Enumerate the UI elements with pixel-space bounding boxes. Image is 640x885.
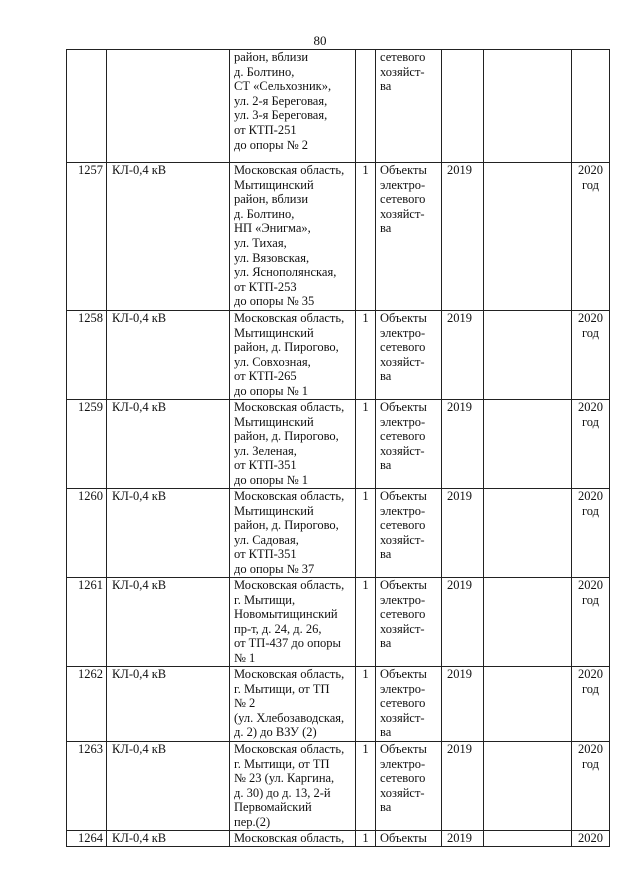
category-cell-line: хозяйст- (380, 621, 425, 636)
quantity-cell: 1 (356, 742, 376, 831)
category-cell-line: Объекты (380, 311, 427, 325)
address-cell-line: район, вблизи (234, 50, 309, 64)
address-cell (230, 311, 356, 400)
address-cell-line: Мытищинский (234, 325, 314, 340)
address-cell-line: от ТП-437 до опоры (234, 636, 341, 651)
category-cell-line: сетевого (380, 696, 426, 711)
category-cell-line: сетевого (380, 771, 426, 786)
address-cell-line: пер.(2) (234, 814, 271, 829)
address-cell-line: до опоры № 2 (234, 137, 308, 152)
line-type-cell: КЛ-0,4 кВ (107, 742, 230, 831)
year-cell: 2019 (442, 667, 484, 742)
table-row (67, 163, 610, 311)
address-cell-line: Московская область, (234, 400, 345, 414)
quantity-cell: 1 (356, 578, 376, 667)
address-cell (230, 667, 356, 742)
category-cell (376, 489, 442, 578)
empty-cell (484, 831, 572, 847)
row-number-cell: 1264 (67, 831, 107, 847)
table-row (67, 50, 610, 163)
deadline-cell-line: 2020 (578, 311, 603, 325)
deadline-cell-line: 2020 (578, 163, 603, 177)
category-cell-line: Объекты (380, 667, 427, 681)
address-cell-line: г. Мытищи, от ТП (234, 681, 330, 696)
category-cell-line: сетевого (380, 50, 426, 64)
address-cell-line: СТ «Сельхозник», (234, 79, 332, 94)
address-cell-line: Московская область, (234, 667, 345, 681)
address-cell (230, 742, 356, 831)
empty-cell (484, 400, 572, 489)
table-row (67, 400, 610, 489)
line-type-cell: КЛ-0,4 кВ (107, 489, 230, 578)
address-cell-line: № 23 (ул. Каргина, (234, 771, 335, 786)
deadline-cell-line: год (581, 756, 600, 771)
address-cell-line: до опоры № 1 (234, 472, 308, 487)
address-cell-line: от КТП-251 (234, 122, 297, 137)
address-cell-line: Московская область, (234, 578, 345, 592)
table-row (67, 489, 610, 578)
address-cell-line: № 2 (234, 696, 256, 711)
empty-cell (484, 311, 572, 400)
category-cell (376, 742, 442, 831)
address-cell-line: ул. Садовая, (234, 532, 299, 547)
row-number-cell: 1261 (67, 578, 107, 667)
category-cell-line: ва (380, 547, 392, 562)
table-row (67, 667, 610, 742)
deadline-cell (572, 742, 610, 831)
address-cell-line: г. Мытищи, (234, 592, 296, 607)
address-cell-line: Московская область, (234, 311, 345, 325)
category-cell-line: Объекты (380, 742, 427, 756)
deadline-cell (572, 489, 610, 578)
address-cell-line: Московская область, (234, 742, 345, 756)
year-cell: 2019 (442, 578, 484, 667)
year-cell: 2019 (442, 311, 484, 400)
category-cell-line: хозяйст- (380, 354, 425, 369)
registry-table (66, 49, 610, 847)
address-cell-line: от КТП-351 (234, 547, 297, 562)
address-cell-line: Мытищинский (234, 503, 314, 518)
row-number-cell: 1259 (67, 400, 107, 489)
deadline-cell (572, 400, 610, 489)
deadline-cell-line: 2020 (578, 578, 603, 592)
category-cell-line: электро- (380, 177, 426, 192)
address-cell-line: до опоры № 37 (234, 561, 315, 576)
category-cell (376, 667, 442, 742)
category-cell-line: сетевого (380, 518, 426, 533)
category-cell-line: Объекты (380, 400, 427, 414)
address-cell-line: д. Болтино, (234, 64, 295, 79)
category-cell-line: хозяйст- (380, 443, 425, 458)
table-row (67, 831, 610, 847)
category-cell-line: электро- (380, 592, 426, 607)
year-cell: 2019 (442, 489, 484, 578)
address-cell-line: № 1 (234, 650, 256, 665)
deadline-cell (572, 578, 610, 667)
address-cell (230, 400, 356, 489)
year-cell (442, 50, 484, 163)
category-cell-line: Объекты (380, 489, 427, 503)
line-type-cell: КЛ-0,4 кВ (107, 667, 230, 742)
deadline-cell (572, 50, 610, 163)
address-cell-line: до опоры № 1 (234, 383, 308, 398)
deadline-cell (572, 311, 610, 400)
line-type-cell: КЛ-0,4 кВ (107, 311, 230, 400)
address-cell-line: Московская область, (234, 163, 345, 177)
address-cell-line: Мытищинский (234, 414, 314, 429)
category-cell-line: сетевого (380, 429, 426, 444)
year-cell: 2019 (442, 742, 484, 831)
row-number-cell (67, 50, 107, 163)
category-cell-line: ва (380, 725, 392, 740)
address-cell-line: пр-т, д. 24, д. 26, (234, 621, 322, 636)
row-number-cell: 1257 (67, 163, 107, 311)
address-cell-line: (ул. Хлебозаводская, (234, 710, 345, 725)
address-cell-line: район, д. Пирогово, (234, 340, 339, 355)
deadline-cell (572, 163, 610, 311)
empty-cell (484, 667, 572, 742)
address-cell-line: от КТП-265 (234, 369, 297, 384)
category-cell (376, 400, 442, 489)
empty-cell (484, 163, 572, 311)
row-number-cell: 1260 (67, 489, 107, 578)
category-cell (376, 50, 442, 163)
quantity-cell (356, 50, 376, 163)
address-cell-line: Новомытищинский (234, 607, 338, 622)
address-cell (230, 163, 356, 311)
address-cell-line: д. 2) до ВЗУ (2) (234, 725, 317, 740)
deadline-cell-line: 2020 (578, 831, 603, 845)
category-cell-line: электро- (380, 756, 426, 771)
deadline-cell-line: год (581, 592, 600, 607)
year-cell: 2019 (442, 831, 484, 847)
address-cell-line: ул. Тихая, (234, 235, 287, 250)
address-cell (230, 50, 356, 163)
category-cell-line: электро- (380, 325, 426, 340)
category-cell-line: хозяйст- (380, 532, 425, 547)
address-cell-line: район, вблизи (234, 192, 309, 207)
deadline-cell (572, 667, 610, 742)
row-number-cell: 1258 (67, 311, 107, 400)
deadline-cell-line: год (581, 177, 600, 192)
category-cell-line: электро- (380, 681, 426, 696)
row-number-cell: 1262 (67, 667, 107, 742)
address-cell-line: Мытищинский (234, 177, 314, 192)
address-cell-line: ул. 2-я Береговая, (234, 93, 328, 108)
address-cell-line: д. Болтино, (234, 206, 295, 221)
empty-cell (484, 50, 572, 163)
quantity-cell: 1 (356, 489, 376, 578)
category-cell-line: Объекты (380, 831, 427, 845)
address-cell-line: Первомайский (234, 800, 312, 815)
address-cell-line: ул. Совхозная, (234, 354, 311, 369)
deadline-cell-line: 2020 (578, 742, 603, 756)
address-cell-line: ул. 3-я Береговая, (234, 108, 328, 123)
deadline-cell-line: год (581, 503, 600, 518)
line-type-cell (107, 50, 230, 163)
category-cell-line: хозяйст- (380, 64, 425, 79)
deadline-cell-line: год (581, 414, 600, 429)
category-cell-line: электро- (380, 503, 426, 518)
table-row (67, 742, 610, 831)
category-cell-line: хозяйст- (380, 710, 425, 725)
table-row (67, 311, 610, 400)
quantity-cell: 1 (356, 667, 376, 742)
category-cell-line: сетевого (380, 192, 426, 207)
address-cell-line: район, д. Пирогово, (234, 518, 339, 533)
address-cell-line: ул. Зеленая, (234, 443, 297, 458)
address-cell-line: г. Мытищи, от ТП (234, 756, 330, 771)
address-cell-line: район, д. Пирогово, (234, 429, 339, 444)
category-cell-line: хозяйст- (380, 785, 425, 800)
address-cell-line: Московская область, (234, 489, 345, 503)
category-cell-line: сетевого (380, 340, 426, 355)
page-number: 80 (313, 33, 327, 48)
address-cell (230, 831, 356, 847)
row-number-cell: 1263 (67, 742, 107, 831)
category-cell-line: Объекты (380, 163, 427, 177)
line-type-cell: КЛ-0,4 кВ (107, 400, 230, 489)
year-cell: 2019 (442, 400, 484, 489)
line-type-cell: КЛ-0,4 кВ (107, 831, 230, 847)
category-cell (376, 831, 442, 847)
year-cell: 2019 (442, 163, 484, 311)
deadline-cell-line: год (581, 681, 600, 696)
quantity-cell: 1 (356, 163, 376, 311)
address-cell (230, 489, 356, 578)
category-cell-line: хозяйст- (380, 206, 425, 221)
address-cell-line: Московская область, (234, 831, 345, 845)
category-cell-line: ва (380, 636, 392, 651)
address-cell-line: ул. Яснополянская, (234, 265, 337, 280)
deadline-cell-line: 2020 (578, 667, 603, 681)
address-cell-line: НП «Энигма», (234, 221, 311, 236)
category-cell (376, 163, 442, 311)
deadline-cell-line: 2020 (578, 400, 603, 414)
address-cell (230, 578, 356, 667)
line-type-cell: КЛ-0,4 кВ (107, 163, 230, 311)
quantity-cell: 1 (356, 400, 376, 489)
category-cell-line: ва (380, 79, 392, 94)
address-cell-line: от КТП-351 (234, 458, 297, 473)
address-cell-line: ул. Вязовская, (234, 250, 310, 265)
category-cell (376, 311, 442, 400)
line-type-cell: КЛ-0,4 кВ (107, 578, 230, 667)
empty-cell (484, 489, 572, 578)
category-cell-line: электро- (380, 414, 426, 429)
quantity-cell: 1 (356, 831, 376, 847)
category-cell-line: ва (380, 221, 392, 236)
table-row (67, 578, 610, 667)
category-cell-line: сетевого (380, 607, 426, 622)
category-cell (376, 578, 442, 667)
address-cell-line: до опоры № 35 (234, 294, 315, 309)
empty-cell (484, 742, 572, 831)
empty-cell (484, 578, 572, 667)
deadline-cell-line: год (581, 325, 600, 340)
address-cell-line: от КТП-253 (234, 279, 297, 294)
category-cell-line: ва (380, 800, 392, 815)
category-cell-line: ва (380, 458, 392, 473)
deadline-cell-line: 2020 (578, 489, 603, 503)
category-cell-line: ва (380, 369, 392, 384)
address-cell-line: д. 30) до д. 13, 2-й (234, 785, 331, 800)
deadline-cell (572, 831, 610, 847)
category-cell-line: Объекты (380, 578, 427, 592)
quantity-cell: 1 (356, 311, 376, 400)
registry-rows (67, 50, 610, 847)
